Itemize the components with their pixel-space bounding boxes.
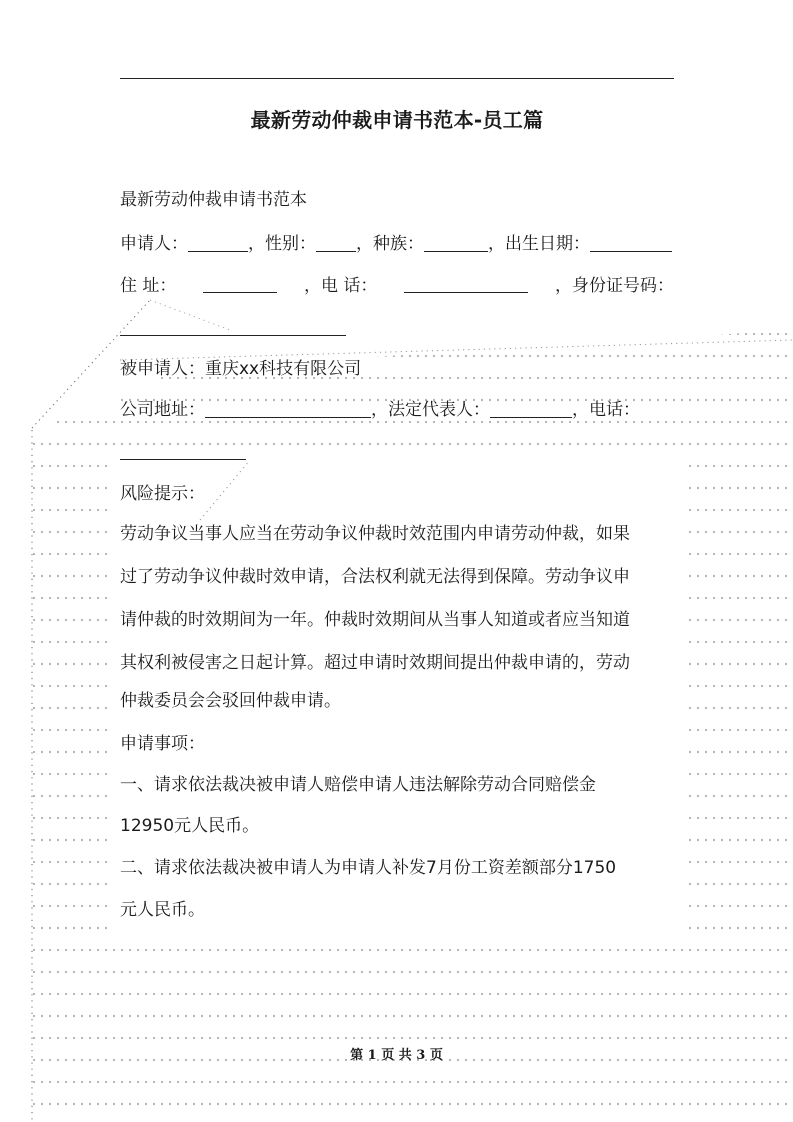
company-phone-blank <box>120 441 246 460</box>
gender-label: ，性别： <box>248 234 316 254</box>
legal-rep-blank <box>490 399 572 418</box>
gender-blank <box>316 233 356 252</box>
birth-date-label: ，出生日期： <box>488 234 590 254</box>
id-number-line <box>120 316 346 340</box>
company-phone-label: ，电话： <box>572 400 640 420</box>
claim-1-line: 12950元人民币。 <box>120 816 260 836</box>
applicant-name-blank <box>188 233 248 252</box>
header-rule <box>120 78 674 79</box>
risk-text-line: 请仲裁的时效期间为一年。仲裁时效期间从当事人知道或者应当知道 <box>120 610 630 630</box>
claim-1-line: 一、请求依法裁决被申请人赔偿申请人违法解除劳动合同赔偿金 <box>120 775 596 795</box>
address-label: 住 址： <box>120 276 177 296</box>
phone-label: ，电 话： <box>304 276 378 296</box>
ethnicity-blank <box>424 233 488 252</box>
company-address-blank <box>205 399 371 418</box>
company-line <box>120 398 640 422</box>
page-indicator: 第 1 页 共 3 页 <box>350 1048 443 1063</box>
section-heading: 最新劳动仲裁申请书范本 <box>120 190 307 210</box>
risk-text-line: 过了劳动争议仲裁时效申请，合法权利就无法得到保障。劳动争议申 <box>120 567 630 587</box>
risk-text-line: 劳动争议当事人应当在劳动争议仲裁时效范围内申请劳动仲裁，如果 <box>120 524 630 544</box>
phone-blank <box>404 274 528 293</box>
risk-text-line: 其权利被侵害之日起计算。超过申请时效期间提出仲裁申请的，劳动 <box>120 653 630 673</box>
claim-2-line: 元人民币。 <box>120 900 205 920</box>
id-number-label: ，身份证号码： <box>555 276 674 296</box>
birth-date-blank <box>590 233 672 252</box>
applicant-line <box>120 232 672 256</box>
claims-heading: 申请事项： <box>120 734 205 754</box>
legal-rep-label: ，法定代表人： <box>371 400 490 420</box>
ethnicity-label: ，种族： <box>356 234 424 254</box>
applicant-name-label: 申请人： <box>120 234 188 254</box>
company-address-label: 公司地址： <box>120 400 205 420</box>
risk-heading: 风险提示： <box>120 484 205 504</box>
risk-text-line: 仲裁委员会会驳回仲裁申请。 <box>120 691 341 711</box>
id-number-blank <box>120 317 346 336</box>
document-title: 最新劳动仲裁申请书范本-员工篇 <box>250 108 544 132</box>
company-phone-line <box>120 440 246 464</box>
claim-2-line: 二、请求依法裁决被申请人为申请人补发7月份工资差额部分1750 <box>120 858 617 878</box>
address-blank <box>203 274 277 293</box>
respondent-line: 被申请人：重庆xx科技有限公司 <box>120 359 362 379</box>
address-line <box>120 274 674 298</box>
